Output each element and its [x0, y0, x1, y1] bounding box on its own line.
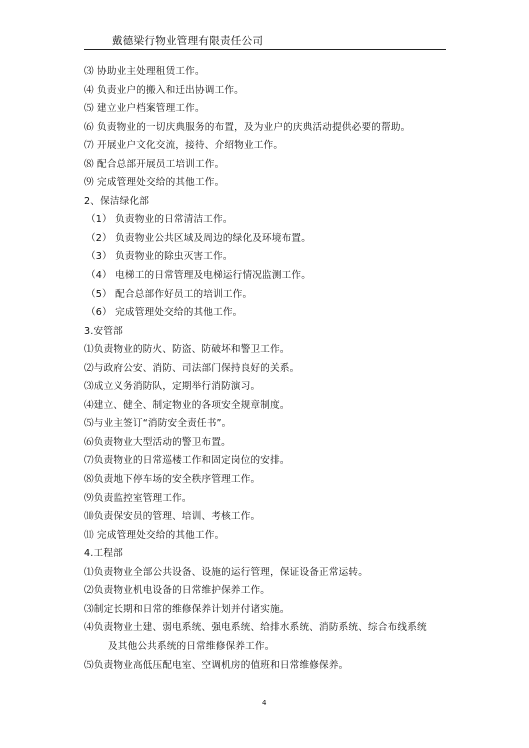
text-line: ⑸与业主签订“消防安全责任书”。 — [84, 418, 232, 430]
page-header — [84, 33, 446, 50]
text-line: ⑷建立、健全、制定物业的各项安全规章制度。 — [84, 399, 290, 411]
company-name: 戴德梁行物业管理有限责任公司 — [112, 35, 264, 47]
text-line: （4） 电梯工的日常管理及电梯运行情况监测工作。 — [86, 270, 312, 282]
text-line: ⑶制定长期和日常的维修保养计划并付诸实施。 — [84, 603, 290, 615]
text-line: ⑸ 建立业户档案管理工作。 — [84, 103, 205, 115]
text-line: （3） 负责物业的除虫灭害工作。 — [86, 251, 233, 263]
text-line: ⑴负责物业全部公共设备、设施的运行管理，保证设备正常运转。 — [84, 566, 369, 578]
text-line: ⑽负责保安员的管理、培训、考核工作。 — [84, 511, 261, 523]
text-line: ⑴负责物业的防火、防盗、防破坏和警卫工作。 — [84, 344, 290, 356]
text-line: ⑹负责物业大型活动的警卫布置。 — [84, 436, 231, 448]
text-line: （1） 负责物业的日常清洁工作。 — [86, 214, 233, 226]
text-line: ⑹ 负责物业的一切庆典服务的布置，及为业户的庆典活动提供必要的帮助。 — [84, 121, 411, 133]
text-line: ⑷负责物业土建、弱电系统、强电系统、给排水系统、消防系统、综合布线系统 — [84, 622, 427, 634]
text-line: （6） 完成管理处交给的其他工作。 — [86, 307, 243, 319]
text-line: ⑵负责物业机电设备的日常维护保养工作。 — [84, 585, 271, 597]
text-line: ⑺负责物业的日常巡楼工作和固定岗位的安排。 — [84, 455, 290, 467]
text-line: ⑻负责地下停车场的安全秩序管理工作。 — [84, 474, 261, 486]
section-heading: 2、保洁绿化部 — [84, 195, 150, 207]
text-line: ⑺ 开展业户文化交流，接待、介绍物业工作。 — [84, 140, 284, 152]
text-line: ⑵与政府公安、消防、司法部门保持良好的关系。 — [84, 362, 300, 374]
text-line: ⑶ 协助业主处理租赁工作。 — [84, 66, 205, 77]
text-line: ⑻ 配合总部开展员工培训工作。 — [84, 158, 225, 170]
section-heading: 4.工程部 — [84, 548, 123, 560]
text-line: ⑼负责监控室管理工作。 — [84, 492, 192, 504]
text-line: ⑷ 负责业户的搬入和迁出协调工作。 — [84, 84, 244, 96]
text-line: ⑸负责物业高低压配电室、空调机房的值班和日常维修保养。 — [84, 659, 349, 671]
text-line: ⑶成立义务消防队，定期举行消防演习。 — [84, 381, 261, 393]
document-body — [84, 63, 464, 675]
text-line: ⑼ 完成管理处交给的其他工作。 — [84, 177, 225, 189]
text-line: ⑾ 完成管理处交给的其他工作。 — [84, 529, 225, 541]
page-number: 4 — [262, 699, 267, 707]
text-line: （2） 负责物业公共区域及周边的绿化及环境布置。 — [86, 232, 312, 244]
text-line: （5） 配合总部作好员工的培训工作。 — [86, 288, 253, 300]
section-heading: 3.安管部 — [84, 325, 123, 337]
text-line: 及其他公共系统的日常维修保养工作。 — [108, 640, 275, 652]
